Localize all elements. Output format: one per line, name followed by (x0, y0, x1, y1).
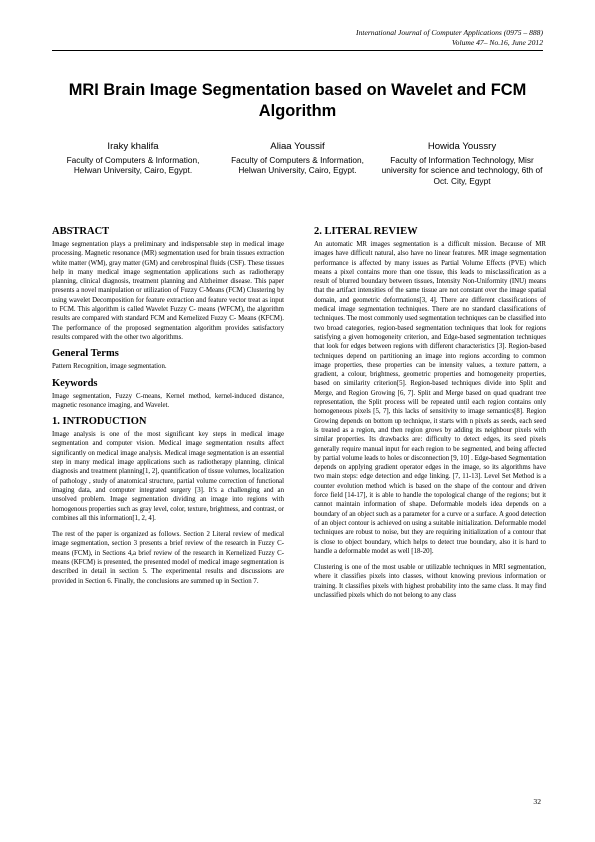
paper-title: MRI Brain Image Segmentation based on Wavelet and FCM Algorithm (68, 81, 527, 120)
introduction-paragraph-2: The rest of the paper is organized as follows. Section 2 Literal review of medical image segmentation, section 3 presents a brief review of the research in Fuzzy C-means (FCM), in Sections 4,a brief review of the research in Kernelized Fuzzy C-means (KFCM) is presented, the presented model of medical image segmentation is described in detail in section 5. The experimental results and discussions are provided in Section 6. Finally, the conclusions are summed up in Section 7. (52, 531, 284, 585)
keywords-heading: Keywords (52, 377, 98, 389)
introduction-paragraph-1: Image analysis is one of the most significant key steps in medical image segmentation and computer vision. Medical image segmentation results affect significantly on medical image analysis. Medical image segmentation is an essential step in many medical image applications such as radiotherapy planning, clinical diagnosis and treatment planning[1, 2], quantification of tissue volumes, localization of pathology , study of anatomical structure, partial volume correction of functional imaging data, and computer integrated surgery [3]. It's a challenging and an unsolved problem. Image segmentation dividing an image into regions with homogenous properties such as gray level, color, texture, brightness, and contrast, or combines all this information[1, 2, 4]. (52, 431, 284, 522)
abstract-heading: ABSTRACT (52, 226, 110, 237)
author-name: Iraky khalifa (107, 141, 159, 152)
running-header (223, 28, 543, 48)
right-column (314, 226, 546, 600)
author-2 (217, 140, 379, 186)
author-name: Aliaa Youssif (270, 141, 325, 152)
general-terms-text: Pattern Recognition, image segmentation. (52, 363, 167, 371)
journal-name: International Journal of Computer Applications (0975 – 888) (356, 28, 543, 37)
author-affiliation: Faculty of Computers & Information, Helwan University, Cairo, Egypt. (231, 155, 364, 176)
introduction-heading: 1. INTRODUCTION (52, 416, 147, 428)
author-affiliation: Faculty of Information Technology, Misr university for science and technology, 6th of Oct. City, Egypt (381, 155, 543, 186)
literal-review-heading: 2. LITERAL REVIEW (314, 226, 418, 237)
author-affiliation: Faculty of Computers & Information, Helwan University, Cairo, Egypt. (66, 155, 200, 176)
page-number: 32 (533, 797, 541, 806)
author-name: Howida Youssry (427, 141, 497, 152)
journal-volume: Volume 47– No.16, June 2012 (451, 38, 543, 47)
author-3 (381, 140, 543, 186)
keywords-text: Image segmentation, Fuzzy C-means, Kernel method, kernel-induced distance, magnetic resonance imaging, and Wavelet. (52, 392, 284, 409)
literal-review-paragraph-2: Clustering is one of the most usable or utilizable techniques in MRI segmentation, where it classifies pixels into classes, without knowing previous information or training. It classifies pixels with highest probability into the same class. It may find unclassified pixels which do not belong to any class (314, 564, 546, 599)
abstract-text: Image segmentation plays a preliminary and indispensable step in medical image processing. Magnetic resonance (MR) segmentation used for brain tissues extraction white matter (WM), gray matter (GM) and cerebrospinal fluids (CSF). These tissues help in many medical image segmentation applications such as radiotherapy planning, clinical diagnosis, treatment planning and Alzheimer disease. This paper presents a novel manipulation or utilization of Fuzzy C-Means (FCM) Clustering by using wavelet Decomposition for feature extraction and feature vector treat as input to FCM. This algorithm is called Wavelet Fuzzy C- means (WFCM), the algorithm results are compared with standard FCM and Kernelized Fuzzy C- Means (KFCM). The performance of the proposed segmentation algorithm provides satisfactory results compared with the other two algorithms. (52, 241, 284, 341)
author-1 (52, 140, 214, 186)
literal-review-paragraph-1: An automatic MR images segmentation is a difficult mission. Because of MR images have difficult natural, also have no linear features. MR image segmentation performance is affected by many issues as Partial Volume Effects (PVE) which means a pixel contains more than one tissue, this leads to misclassification as a result of blurred boundary between tissues, Intensity Non-Uniformity (INU) means that the artifact intensities of the same tissue are not constant over the image spatial domain, and geometric deformations[3, 4]. There are different classifications of medical image segmentation techniques. There are no standard classifications of techniques. The most commonly used segmentation techniques can be classified into two broad categories, region-based segmentation techniques that look for regions satisfying a given homogeneity criterion, and Edge-based segmentation techniques that look for edges between regions with different characteristics [3]. Region-based techniques depend on partitioning an image into regions according to common image properties, these properties can be intensity values, a texture pattern, a gradient, a colour, brightness, geometric properties and homogeneity properties, based on similarity criterion[5]. Region-based techniques divide into Split and Merge, and Region Growing [6, 7]. Split and Merge based on quad quadrant tree representation, the Split process will be repeated until each region contains only homogeneous pixels [5, 7], this lacks of sensitivity to image semantics[8]. Region Growing depends on bottom up technique, it starts with n pixels as seeds, each seed is treated as a region, and then region grows by adding its neighbour pixels with similar properties. Its drawbacks are: difficulty to detect edges, its seed pixels generally require manual input for each region to be segmented, and being affected by partial volume leads to holes or disconnection [9, 10] . Edge-based Segmentation depends on applying gradient operator edges in the image, so its algorithms have two main steps: edge detection and edge linking. [7, 11-13]. Level Set Method is a counter evolution method which is based on the shape of the contour and driven force field [14-17], it is able to handle the topological change of the regions; but it cannot maintain information of shape. Deformable models idea depends on a boundary of an object such as a parameter for a curve or a surface. A good detection of an object contour is achieved on using a suitable initialization. Deformable model techniques are robust to noise, but they are requiring initialization of a contour that is close to object boundary, which helps to detect true boundary, also it is hard to handle a deformable model as well [18-20]. (314, 241, 546, 555)
left-column (52, 226, 284, 586)
general-terms-heading: General Terms (52, 348, 119, 360)
author-block (52, 140, 543, 186)
header-rule (52, 50, 543, 51)
